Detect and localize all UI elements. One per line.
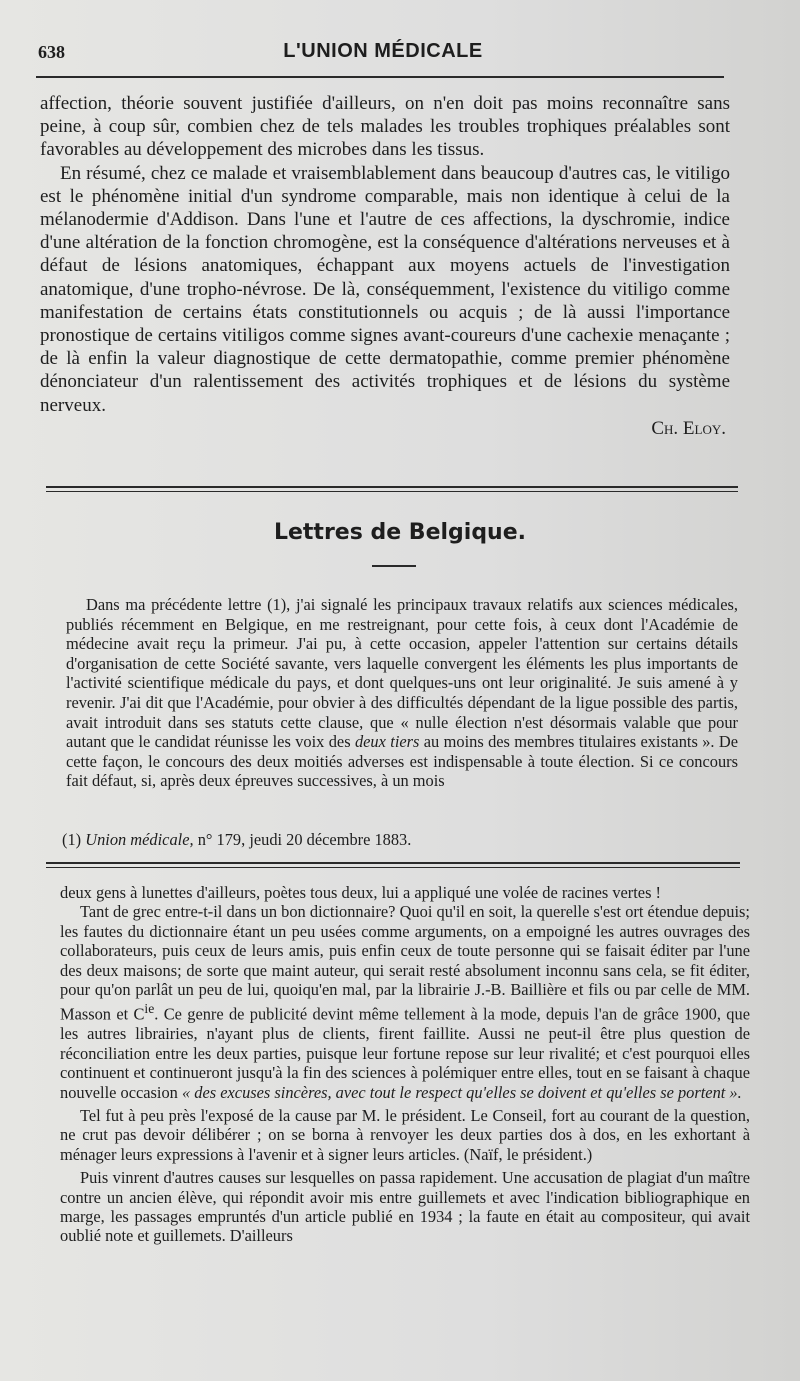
paragraph — [66, 595, 738, 791]
page-header — [38, 38, 728, 68]
running-title: L'UNION MÉDICALE — [283, 40, 483, 62]
section-divider — [46, 867, 740, 868]
previous-article-end — [40, 92, 730, 440]
superscript: ie — [144, 1001, 155, 1017]
header-rule — [36, 76, 724, 78]
emphasis: « des excuses sincères, avec tout le respect qu'elles se doivent et qu'elles se portent ». — [182, 1082, 742, 1102]
text-run: . Ce genre de publicité devint même tellement à la mode, depuis l'an de grâce 1900, que les autres librairies, n'ayant plus de clients, firent faillite. Aussi ne peut-il être plus question de réconciliation entre les deux parties, puisque leur fortune repose sur leur rivalité; et c'est pourquoi elles continuent et continueront jusqu'à la fin des sciences à polémiquer entre elles, tout en se faisant à chaque nouvelle occasion — [60, 1004, 750, 1102]
section-divider — [46, 491, 738, 492]
text-run: Tant de grec entre-t-il dans un bon dictionnaire? Quoi qu'il en soit, la querelle s'est ort étendue depuis; les fautes du dictionnaire étant un peu usées comme arguments, on a empoigné les autres ouvrages des collaborateurs, puis ceux de leurs amis, puis enfin ceux de toute personne qui se faisait éditer par l'une des deux maisons; de sorte que maint auteur, qui serait resté absolument inconnu sans cela, se fit éditer, pour qu'on parlât un peu de lui, quoiqu'en mal, par la librairie J.-B. Baillière et fils ou par celle de MM. Masson et C — [60, 902, 750, 1024]
signature-name: Ch. Eloy. — [651, 417, 726, 439]
paragraph: affection, théorie souvent justifiée d'ailleurs, on n'en doit pas moins reconnaître sans peine, à coup sûr, combien chez de tels malades les troubles trophiques préalables sont favorables au développement des microbes dans les tissus. — [40, 93, 730, 161]
title-rule — [372, 565, 416, 567]
article-title: Lettres de Belgique. — [273, 520, 527, 545]
paragraph: deux gens à lunettes d'ailleurs, poètes tous deux, lui a appliqué une volée de racines vertes ! — [60, 883, 662, 902]
paragraph: Puis vinrent d'autres causes sur lesquelles on passa rapidement. Une accusation de plagiat d'un maître contre un ancien élève, qui répondit avoir mis entre guillemets et avec l'indication bibliographique en marge, les passages empruntés d'un article publié en 1934 ; la faute en était au compositeur, qui avait oublié note et guillemets. D'ailleurs — [60, 1168, 750, 1246]
text-run: au moins des membres titulaires existants ». De cette façon, le concours des deux moitiés adverses est indispensable à toute élection. Si ce concours fait défaut, si, après deux épreuves successives, à un mois — [66, 732, 738, 791]
footnote-journal: Union médicale, — [85, 830, 194, 849]
footnote-mark: (1) — [62, 830, 82, 849]
article-body — [66, 595, 738, 791]
emphasis: deux tiers — [354, 732, 420, 752]
bleed-through-text — [60, 883, 750, 1246]
page-number: 638 — [38, 42, 65, 62]
paragraph — [60, 902, 750, 1102]
section-divider — [46, 486, 738, 488]
footnote-text: n° 179, jeudi 20 décembre 1883. — [197, 830, 412, 849]
author-signature — [40, 417, 730, 440]
text-run: Dans ma précédente lettre (1), j'ai signalé les principaux travaux relatifs aux sciences médicales, publiés récemment en Belgique, en me restreignant, pour cette fois, à ceux dont l'Académie de médecine avait reçu la primeur. J'ai pu, à cette occasion, appeler l'attention sur certains détails d'organisation de cette Société savante, vers laquelle convergent les éléments les plus importants de l'activité scientifique médicale du pays, et dont quelques-uns ont leur originalité. Je suis amené à y revenir. J'ai dit que l'Académie, pour obvier à des difficultés dépendant de la ligue possible des partis, avait introduit dans ses statuts cette clause, que « nulle élection n'est désormais valable que pour autant que le candidat réunisse les voix des — [66, 595, 738, 752]
paragraph: En résumé, chez ce malade et vraisemblablement dans beaucoup d'autres cas, le vitiligo est le phénomène initial d'un syndrome comparable, mais non identique à celui de la mélanodermie d'Addison. Dans l'une et l'autre de ces affections, la dyschromie, indice d'une altération de la fonction chromogène, est la conséquence d'altérations nerveuses et à défaut de lésions anatomiques, échappant aux moyens actuels de l'investigation anatomique, d'une tropho-névrose. De là, conséquemment, l'existence du vitiligo comme manifestation de certains états constitutionnels ou acquis ; de là aussi l'importance pronostique de certains vitiligos comme signes avant-coureurs d'une cachexie menaçante ; de là enfin la valeur diagnostique de cette dermatopathie, comme premier phénomène dénonciateur d'un ralentissement des activités trophiques et de lésions du système nerveux. — [40, 162, 730, 416]
footnote — [62, 830, 662, 850]
section-divider — [46, 862, 740, 864]
paragraph: Tel fut à peu près l'exposé de la cause par M. le président. Le Conseil, fort au courant de la question, ne crut pas devoir délibérer ; on se borna à renvoyer les deux parties dos à dos, en les exhortant à ménager leurs expressions à l'avenir et à signer leurs articles. (Naïf, le président.) — [60, 1105, 750, 1164]
